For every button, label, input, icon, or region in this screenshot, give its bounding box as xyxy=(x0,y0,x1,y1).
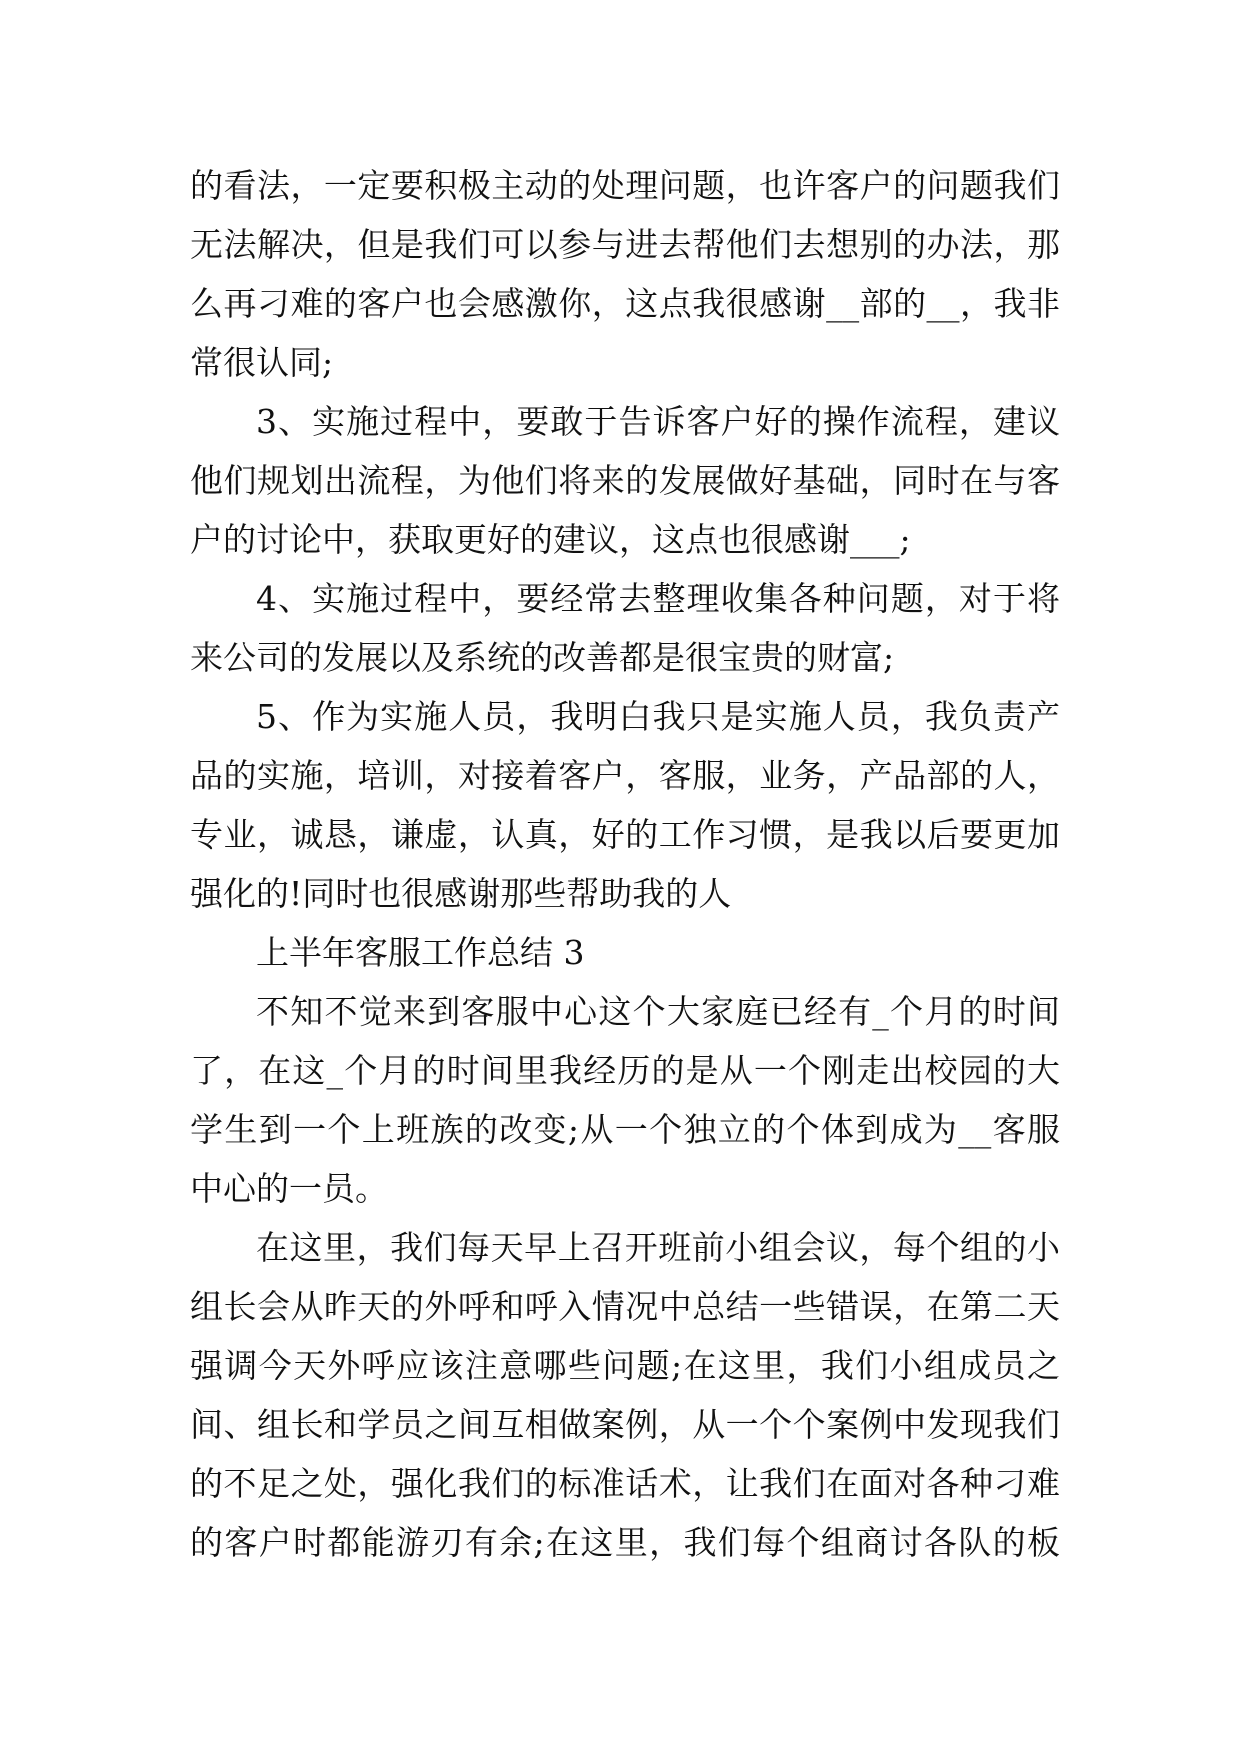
text-line: 在这里，我们每天早上召开班前小组会议，每个组的小 xyxy=(256,1228,1060,1267)
text-line-item-5: 5、作为实施人员，我明白我只是实施人员，我负责产 xyxy=(256,697,1060,736)
text-line: 的看法，一定要积极主动的处理问题，也许客户的问题我们 xyxy=(190,166,1060,205)
text-line: 强化的!同时也很感谢那些帮助我的人 xyxy=(190,874,732,913)
text-line: 的客户时都能游刃有余;在这里，我们每个组商讨各队的板 xyxy=(190,1523,1060,1562)
text-line-item-4: 4、实施过程中，要经常去整理收集各种问题，对于将 xyxy=(256,579,1060,618)
text-line: 强调今天外呼应该注意哪些问题;在这里，我们小组成员之 xyxy=(190,1346,1060,1385)
body-text xyxy=(190,156,1060,1572)
text-line: 间、组长和学员之间互相做案例，从一个个案例中发现我们 xyxy=(190,1405,1060,1444)
text-line: 来公司的发展以及系统的改善都是很宝贵的财富; xyxy=(190,638,895,677)
text-line: 中心的一员。 xyxy=(190,1169,388,1208)
text-line: 不知不觉来到客服中心这个大家庭已经有_个月的时间 xyxy=(256,992,1060,1031)
text-line: 专业，诚恳，谦虚，认真，好的工作习惯，是我以后要更加 xyxy=(190,815,1060,854)
text-line: 常很认同; xyxy=(190,343,334,382)
text-line: 了，在这_个月的时间里我经历的是从一个刚走出校园的大 xyxy=(190,1051,1060,1090)
text-line: 他们规划出流程，为他们将来的发展做好基础，同时在与客 xyxy=(190,461,1060,500)
text-line: 的不足之处，强化我们的标准话术，让我们在面对各种刁难 xyxy=(190,1464,1060,1503)
text-line: 么再刁难的客户也会感激你，这点我很感谢__部的__，我非 xyxy=(190,284,1060,323)
text-line: 品的实施，培训，对接着客户，客服，业务，产品部的人， xyxy=(190,756,1060,795)
text-line: 户的讨论中，获取更好的建议，这点也很感谢___; xyxy=(190,520,911,559)
text-line-item-3: 3、实施过程中，要敢于告诉客户好的操作流程，建议 xyxy=(256,402,1060,441)
text-line: 学生到一个上班族的改变;从一个独立的个体到成为__客服 xyxy=(190,1110,1060,1149)
text-line: 无法解决，但是我们可以参与进去帮他们去想别的办法，那 xyxy=(190,225,1060,264)
text-line: 组长会从昨天的外呼和呼入情况中总结一些错误，在第二天 xyxy=(190,1287,1060,1326)
section-heading: 上半年客服工作总结 3 xyxy=(256,933,585,972)
